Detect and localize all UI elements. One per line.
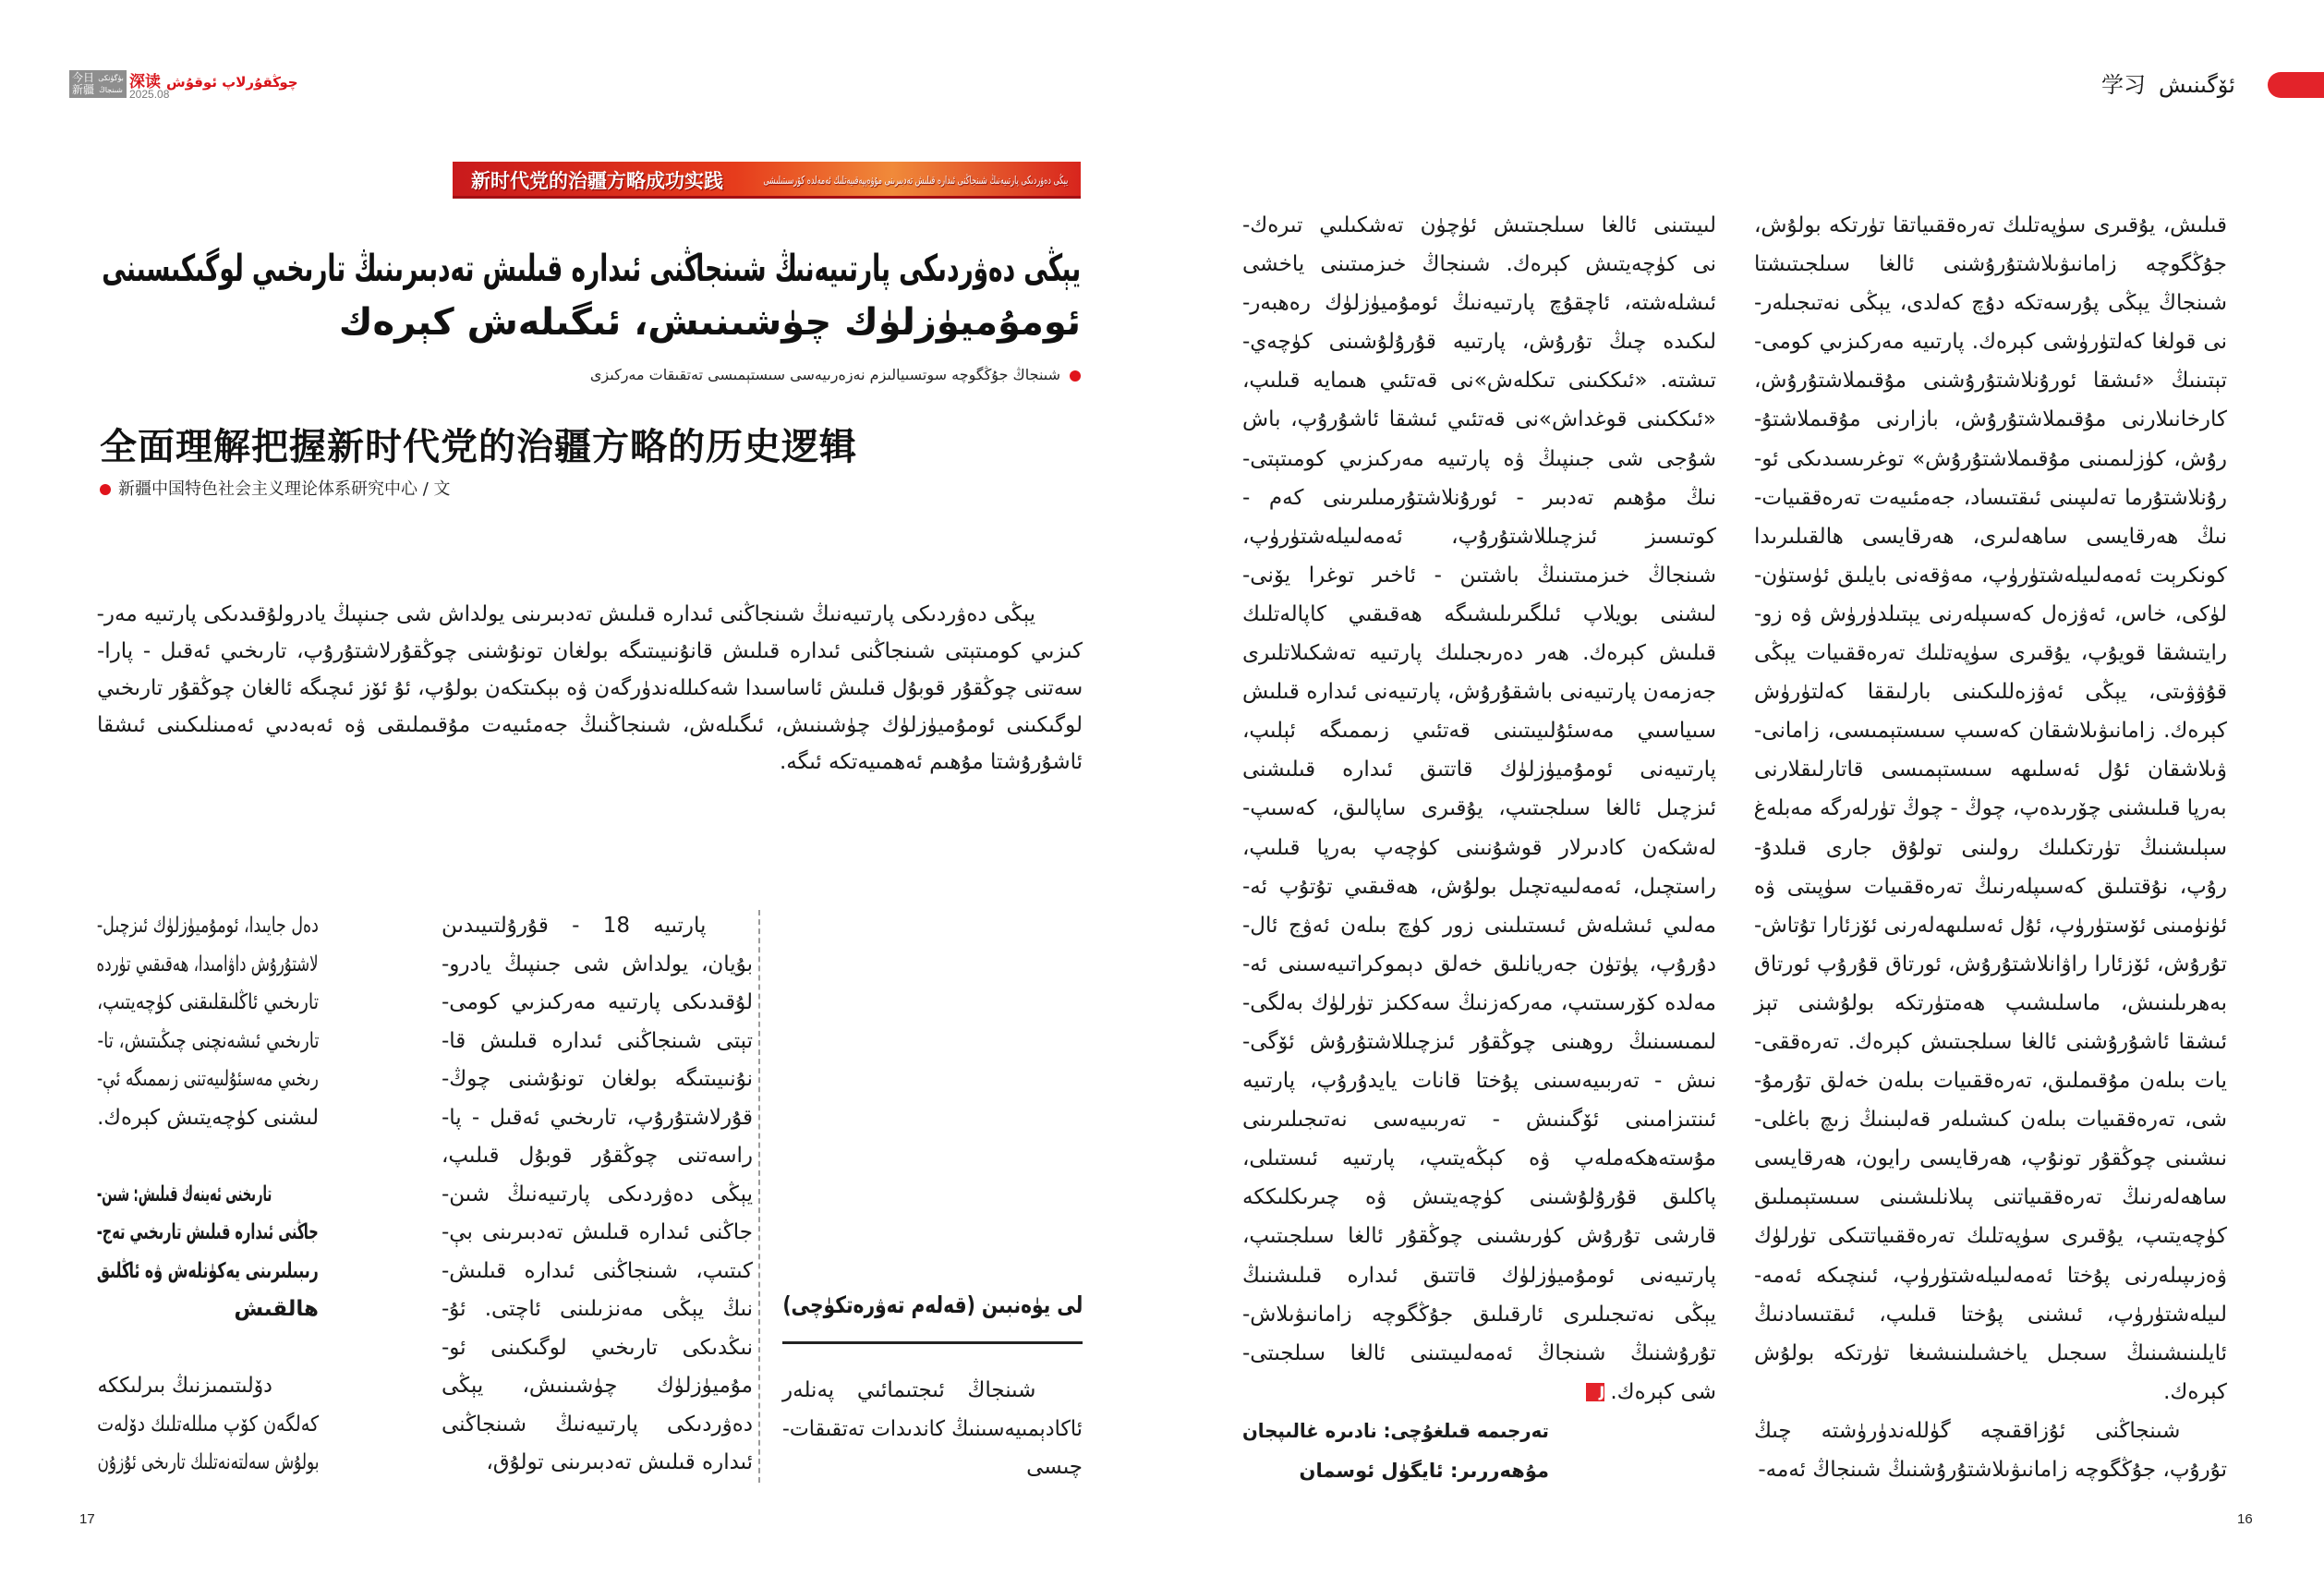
text-line bbox=[97, 1444, 319, 1483]
text-line: جاڭنى ئىدارە قىلىش تەدبىرىنى بې- bbox=[442, 1220, 753, 1244]
text-run: دەل جايىدا، ئومۇميۈزلۈك ئىزچىل- bbox=[96, 914, 319, 938]
text-line: شۇجى شى جىنپىڭ ۋە پارتىيە مەركىزىي كومىتېتى- bbox=[1242, 446, 1716, 471]
section-color-tab bbox=[2268, 72, 2324, 98]
text-line bbox=[97, 907, 319, 946]
text-line: كىتىپ، شىنجاڭنى ئىدارە قىلىش- bbox=[442, 1258, 753, 1283]
text-line: ئىنتىزامىنى ئۆگىنىش - تەربىيەسى نەتىجىلىرىنى bbox=[1242, 1108, 1716, 1133]
section-header-right bbox=[2101, 67, 2235, 99]
bullet-dot-icon bbox=[1070, 370, 1081, 382]
banner-ug bbox=[763, 174, 1068, 187]
logo-ug-text: بۈگۈنكى شىنجاڭ bbox=[98, 74, 124, 94]
text-run: يېڭى دەۋردىكى پارتىيەنىڭ شىنجاڭنى ئىدارە قىلىش تەدبىرىنىڭ تارىخىي لوگىكىسىنى bbox=[102, 248, 1081, 290]
text-line: لىمىسىنىڭ روھىنى چوڭقۇر ئىزچىللاشتۇرۇش ئۆگى- bbox=[1242, 1029, 1716, 1054]
text-line: دەۋردىكى پارتىيەنىڭ شىنجاڭنى bbox=[442, 1412, 753, 1436]
text-line: شى، تەرەققىيات بىلەن كىشىلەر قەلبىنىڭ زىچ باغلى- bbox=[1754, 1108, 2227, 1133]
text-line: نىڭ يېڭى مەنزىلىنى ئاچتى. ئۇ- bbox=[442, 1297, 753, 1321]
text-line bbox=[97, 1367, 319, 1406]
byline-ug bbox=[590, 366, 1081, 383]
text-line bbox=[97, 596, 1083, 633]
author-bio bbox=[782, 1372, 1083, 1487]
text-line: جۇڭگوچە زامانىۋىلاشتۇرۇشنى ئالغا سىلجىتىشتا bbox=[1754, 252, 2227, 277]
text-run: بولۇش سەلتەنەتلىك تارىخى ئۇزۇن bbox=[97, 1450, 319, 1474]
text-line: تۇرۇپ، جۇڭگوچە زامانىۋىلاشتۇرۇشنىڭ شىنجاڭ ئەمە- bbox=[1758, 1458, 2227, 1482]
text-line: يېڭى دەۋردىكى پارتىيەنىڭ شىن- bbox=[442, 1182, 753, 1206]
text-line: رايتىشقا قويۇپ، يۇقىرى سۈپەتلىك تەرەققىيات يېڭى bbox=[1754, 641, 2227, 666]
text-run: لى يۈەنبىن (قەلەم تەۋرەتكۈچى) bbox=[782, 1291, 1083, 1318]
text-line: نىڭدىكى تارىخىي لوگىكىنى ئو- bbox=[442, 1335, 753, 1360]
text-line: لىيىتىنى ئالغا سىلجىتىش ئۈچۈن تەشكىلىي تىرەك- bbox=[1242, 213, 1716, 237]
text-line: ۋەزىپىلەرنى پۇختا ئەمەلىيلەشتۈرۈپ، ئىنچىكە ئەمە- bbox=[1754, 1263, 2227, 1288]
text-line: شىنجاڭ خىزمىتىنىڭ باشتىن - ئاخىر توغرا يۆنى- bbox=[1242, 563, 1716, 588]
text-line bbox=[1754, 906, 2227, 945]
text-line: پاكلىق قۇرۇلۇشىنى كۈچەيتىش ۋە چىرىكلىككە bbox=[1242, 1185, 1716, 1210]
text-line: نىشىنى چوڭقۇر تونۇپ، ھەرقايسى رايون، ھەرقايسى bbox=[1754, 1146, 2227, 1171]
text-line: تېتى شىنجاڭنى ئىدارە قىلىش قا- bbox=[442, 1028, 753, 1053]
text-line: مۇميۈزلۈك چۈشىنىش، يېڭى bbox=[442, 1374, 753, 1398]
text-line: قىلىش كېرەك. ھەر دەرىجىلىك پارتىيە تەشكىلاتلىرى bbox=[1242, 641, 1716, 666]
text-line: تېتىنىڭ «ئىشقا ئورۇنلاشتۇرۇشنى مۇقىملاشتۇرۇش، bbox=[1754, 369, 2227, 394]
text-line: لىكىدە چىڭ تۇرۇش، پارتىيە قۇرۇلۇشىنى كۈچەي- bbox=[1242, 330, 1716, 355]
text-line: پارتىيە 18 - قۇرۇلتىيىدىن bbox=[442, 914, 707, 938]
text-run: لىشنى كۈچەيتىش كېرەك. bbox=[96, 1105, 319, 1130]
text-line bbox=[97, 1023, 319, 1061]
text-line: بەھرىلىنىش، ماسلىشىپ ھەمتۈرتكە بولۇشنى تېز bbox=[1754, 990, 2227, 1015]
text-run: كەلگەن كۆپ مىللەتلىك دۆلەت bbox=[97, 1412, 319, 1436]
title-ug-line: ئومۇميۈزلۈك چۈشىنىش، ئىگىلەش كېرەك bbox=[338, 301, 1081, 344]
text-line: كۈچەيتىپ، يۇقىرى سۈپەتلىك تەرەققىياتتىكى تۈرلۈك bbox=[1754, 1224, 2227, 1249]
column-a bbox=[97, 907, 319, 1483]
text-line: لىيلەشتۈرۈپ، ئىشنى پۇختا قىلىپ، ئىقتىسادنىڭ bbox=[1754, 1302, 2227, 1327]
text-line: راستچىل، ئەمەلىيەتچىل بولۇش، ھەقىقىي تۇتۇپ ئە- bbox=[1242, 874, 1716, 899]
text-line: كونكرېت ئەمەلىيلەشتۈرۈپ، مەۋقەنى بايلىق ئۈستۈن- bbox=[1754, 563, 2227, 588]
text-line: سىياسىي مەسئۇلىيىتىنى قەتئىي زىممىگە ئېلىپ، bbox=[1242, 719, 1716, 744]
column-divider bbox=[758, 910, 760, 1483]
text-line bbox=[97, 946, 319, 985]
text-run: جاڭنى ئىدارە قىلىش تارىخىي تەج- bbox=[96, 1220, 319, 1244]
column-b bbox=[442, 907, 753, 1483]
text-line: پارتىيەنى ئومۇميۈزلۈك قاتتىق ئىدارە قىلىشنىڭ bbox=[1242, 1263, 1716, 1288]
text-line: نىڭ ھەرقايسى ساھەلىرى، ھەرقايسى ھالقىلىرىدا bbox=[1754, 524, 2227, 549]
text-line: شىنجاڭ يېڭى پۇرسەتكە دۇچ كەلدى، يېڭى نەتىجىلەر- bbox=[1754, 291, 2227, 316]
text-run: ئۈنۈمىنى ئۆستۈرۈپ، ئۇل ئەسلىھەلەرنى ئۆزئارا تۇتاش- bbox=[1753, 913, 2227, 938]
section-ug: چوڭقۇرلاپ ئوقۇش bbox=[166, 74, 298, 91]
text-line: نۇنىيىتىگە بولغان تونۇشنى چوڭ- bbox=[442, 1067, 753, 1091]
text-line: نىڭ مۇھىم تەدبىر - ئورۇنلاشتۇرمىلىرىنى كەم - bbox=[1242, 485, 1716, 510]
text-line: شى كېرەك.J bbox=[1242, 1373, 1716, 1412]
section-cn-right: 学习 bbox=[2101, 72, 2146, 98]
text-line: ئىشقا ئاشۇرۇشنى ئالغا سىلجىتىش كېرەك. تەرەققى- bbox=[1754, 1029, 2227, 1054]
byline-ug-text: شىنجاڭ جۇڭگوچە سوتسىيالىزم نەزەرىيەسى سىستېمىسى تەتقىقات مەركىزى bbox=[589, 366, 1060, 383]
text-line: جەزمەن پارتىيەنى باشقۇرۇش، پارتىيەنى ئىدارە قىلىش bbox=[1242, 680, 1716, 705]
section-cn: 深读 bbox=[129, 73, 161, 91]
text-line: قارشى تۇرۇش كۈرىشىنى چوڭقۇر ئالغا سىلجىتىپ، bbox=[1242, 1224, 1716, 1249]
text-line bbox=[97, 1099, 319, 1138]
article-title-cn: 全面理解把握新时代党的治疆方略的历史逻辑 bbox=[100, 426, 857, 468]
text-line: كېرەك. bbox=[2163, 1379, 2227, 1404]
text-line bbox=[782, 1411, 1083, 1449]
text-line: چىسى bbox=[1026, 1455, 1083, 1479]
text-run: تارىخىي ئىشەنچنى چىڭىتىش، تا- bbox=[96, 1028, 319, 1053]
text-line: مەلىي ئىشلەش ئىستىلىنى زور كۈچ بىلەن ئەۋج ئال- bbox=[1242, 913, 1716, 938]
text-line bbox=[97, 1137, 319, 1176]
text-line: ئايلىنىشىنىڭ سىجىل ياخشىلىنىشىغا تۈرتكە بولۇش bbox=[1754, 1340, 2227, 1365]
text-line: تۇرۇشنىڭ شىنجاڭ ئەمەلىيىتىنى ئالغا سىلجىتى- bbox=[1242, 1340, 1716, 1365]
column-d bbox=[1242, 206, 1716, 1412]
text-line: راسەتنى چوڭقۇر قوبۇل قىلىپ، bbox=[442, 1144, 753, 1168]
magazine-logo bbox=[69, 70, 127, 98]
banner-cn: 新时代党的治疆方略成功实践 bbox=[471, 170, 723, 192]
translator-credit bbox=[1242, 1412, 1549, 1451]
text-line: رۇپ، نۇقتىلىق كەسىپلەرنىڭ تەرەققىيات سۈپىتى ۋە bbox=[1754, 874, 2227, 899]
page-number-left: 17 bbox=[79, 1511, 95, 1527]
text-run: تارىخنى ئەينەك قىلىش: شىن- bbox=[96, 1182, 272, 1206]
text-run: تارىخىي ئاڭلىقلىقنى كۈچەيتىپ، bbox=[96, 990, 319, 1014]
text-line: قۇرلاشتۇرۇپ، تارىخىي ئەقىل - پا- bbox=[442, 1105, 753, 1130]
text-line: ئىدارە قىلىش تەدبىرىنى تولۇق، bbox=[486, 1450, 753, 1474]
text-line: لۇقىدىكى پارتىيە مەركىزىي كومى- bbox=[442, 990, 753, 1014]
text-run: يېڭى دەۋردىكى پارتىيەنىڭ شىنجاڭنى ئىدارە قىلىش تەدبىرىنى يولداش شى جىنپىڭ يادرولۇقىدىكى پارتىيە مەر- bbox=[96, 602, 1036, 626]
text-run: تەرجىمە قىلغۇچى: نادىرە غالىپجان bbox=[1242, 1420, 1549, 1442]
text-line bbox=[97, 1176, 319, 1215]
text-line bbox=[97, 1253, 319, 1291]
text-line: كوتىسىز ئىزچىللاشتۇرۇپ، ئەمەلىيلەشتۈرۈپ، bbox=[1242, 524, 1716, 549]
text-line: نى قولغا كەلتۈرۈشى كېرەك. پارتىيە مەركىزىي كومى- bbox=[1754, 330, 2227, 355]
text-run: رىخىي مەسئۇلىيەتنى زىممىگە ئې- bbox=[96, 1067, 319, 1091]
logo-cn-text: 今日新疆 bbox=[71, 71, 94, 96]
text-run: رىبىلىرىنى يەكۈنلەش ۋە ئاڭلىق bbox=[97, 1258, 319, 1283]
text-line: ئىشلەشتە، ئاچقۇچ پارتىيەنىڭ ئومۇميۈزلۈك رەھبەر- bbox=[1242, 291, 1716, 316]
intro-paragraph bbox=[97, 596, 1083, 781]
section-ug-right: ئۆگىنىش bbox=[2159, 72, 2235, 98]
text-run: بەرپا قىلىشنى چۆرىدەپ، چوڭ - چوڭ تۈرلەرگە مەبلەغ bbox=[1753, 796, 2227, 821]
page-number-right: 16 bbox=[2237, 1511, 2253, 1527]
text-line: يېڭى نەتىجىلىرى ئارقىلىق جۇڭگوچە زامانىۋىلاش- bbox=[1242, 1302, 1716, 1327]
text-line bbox=[97, 984, 319, 1023]
topic-banner bbox=[453, 162, 1081, 199]
text-line: شىنجاڭ ئىجتىمائىي پەنلەر bbox=[782, 1378, 1036, 1402]
text-line: يات بىلەن مۇقىملىق، تەرەققىيات بىلەن خەلق تۇرمۇ- bbox=[1754, 1069, 2227, 1094]
text-run: دۆلىتىمىزنىڭ بىرلىككە bbox=[96, 1374, 272, 1398]
text-line: لەشكەن كادىرلار قوشۇنىنى كۈچەپ بەرپا قىلىپ، bbox=[1242, 835, 1716, 860]
text-line: «ئىككىنى قوغداش»نى قەتئىي ئىشقا ئاشۇرۇپ، باش bbox=[1242, 407, 1716, 432]
text-line: دۇرۇپ، پۈتۈن جەريانلىق خەلق دېموكراتىيەسىنى ئە- bbox=[1242, 952, 1716, 976]
text-line: ۋىلاشقان ئۇل ئەسلىھە سىستېمىسى قاتارلىقلارنى bbox=[1754, 758, 2227, 782]
text-run: لاشتۇرۇش داۋامىدا، ھەقىقىي تۈردە bbox=[96, 952, 319, 976]
text-line: نىش - تەربىيەسىنى پۇختا قانات يايدۇرۇپ، پارتىيە bbox=[1242, 1069, 1716, 1094]
text-run: سەتنى چوڭقۇر قوبۇل قىلىش ئاساسىدا شەكىللەندۈرگەن ۋە بېكىتكەن بولۇپ، ئۇ ئۆز ئىچىگە ئالغان چوڭقۇر تارىخىي bbox=[96, 676, 1083, 700]
text-line bbox=[97, 670, 1083, 707]
text-line: قىلىش، يۇقىرى سۈپەتلىك تەرەققىياتقا تۈرتكە بولۇش، bbox=[1754, 213, 2227, 237]
text-line: تىشتە. «ئىككىنى تىكلەش»نى قەتئىي ھىمايە قىلىپ، bbox=[1242, 369, 1716, 394]
text-line: سېلىشنىڭ تۈرتكىلىك رولىنى تولۇق جارى قىلدۇ- bbox=[1754, 835, 2227, 860]
text-line: رۇش، كۈزلىمىنى مۇقىملاشتۇرۇش» توغرىسىدىكى ئو- bbox=[1754, 446, 2227, 471]
text-line: ھالقىش bbox=[234, 1297, 319, 1321]
text-line: كېرەك. زامانىۋىلاشقان كەسىپ سىستېمىسى، زامانى- bbox=[1754, 719, 2227, 744]
editor-credit: مۇھەررىر: ئايگۈل ئوسمان bbox=[1299, 1460, 1549, 1482]
text-line: لىشنى بويلاپ ئىلگىرىلىشىگە ھەقىقىي كاپالەتلىك bbox=[1242, 601, 1716, 626]
issue-date: 2025.08 bbox=[129, 88, 170, 101]
text-line bbox=[97, 1061, 319, 1099]
text-line: لوگىكىنى ئومۇميۈزلۈك چۈشىنىش، ئىگىلەش، شىنجاڭنىڭ جەمئىيەت مۇقىملىقى ۋە ئەبەدىي ئەمىنلىكىنى ئىشقا bbox=[97, 713, 1083, 737]
text-line: بۇيان، يولداش شى جىنپىڭ يادرو- bbox=[442, 952, 753, 976]
text-line bbox=[97, 1214, 319, 1253]
text-line: پارتىيەنى ئومۇميۈزلۈك قاتتىق ئىدارە قىلىشنى bbox=[1242, 758, 1716, 782]
text-line: كىزىي كومىتېتى شىنجاڭنى ئىدارە قىلىش قانۇنىيىتىگە بولغان تونۇشنى چوڭقۇرلاشتۇرۇپ، تارىخىي ئەقىل - پارا- bbox=[97, 639, 1083, 663]
text-line bbox=[97, 1406, 319, 1445]
author-rule bbox=[782, 1341, 1083, 1344]
text-line: كارخانىلارنى مۇقىملاشتۇرۇش، بازارنى مۇقىملاشتۇ- bbox=[1754, 407, 2227, 432]
author-name bbox=[782, 1291, 1083, 1318]
column-e bbox=[1754, 206, 2227, 1489]
byline-cn bbox=[100, 476, 451, 500]
text-line: ساھەلەرنىڭ تەرەققىياتنى پىلانلىشىنى سىستېمىلىق bbox=[1754, 1185, 2227, 1210]
text-line: مۇستەھكەملەپ ۋە كېڭەيتىپ، پارتىيە ئىستىلى، bbox=[1242, 1146, 1716, 1171]
text-line: نى كۈچەيتىش كېرەك. شىنجاڭ خىزمىتىنى ياخشى bbox=[1242, 252, 1716, 277]
title-ug-line bbox=[102, 242, 1081, 296]
text-line bbox=[97, 1329, 319, 1368]
text-line: ئىزچىل ئالغا سىلجىتىپ، يۇقىرى ساپالىق، كەسىپ- bbox=[1242, 796, 1716, 821]
text-line: رۇنلاشتۇرما تەلىپىنى ئىقتىساد، جەمئىيەت تەرەققىيات- bbox=[1754, 485, 2227, 510]
text-line: شىنجاڭنى ئۇزاققىچە گۈللەندۈرۈشتە چىڭ bbox=[1754, 1418, 2181, 1443]
text-run: ئاكادېمىيەسىنىڭ كاندىدات تەتقىقات- bbox=[782, 1416, 1083, 1441]
text-line: ئاشۇرۇشتا مۇھىم ئەھمىيەتكە ئىگە. bbox=[780, 750, 1083, 774]
article-title-ug bbox=[102, 242, 1081, 349]
end-mark-icon: J bbox=[1586, 1383, 1604, 1401]
byline-cn-text: 新疆中国特色社会主义理论体系研究中心 / 文 bbox=[118, 479, 451, 499]
text-run: يېڭى دەۋردىكى پارتىيەنىڭ شىنجاڭنى ئىدارە قىلىش تەدبىرىنى مۇۋەپپەقىيەتلىك ئەمەلدە كۆرسىتىلىشى bbox=[762, 174, 1068, 187]
text-line: قۇۋۋىتى، يېڭى ئەۋزەللىكىنى بارلىققا كەلتۈرۈش bbox=[1754, 680, 2227, 705]
credits bbox=[1242, 1412, 1549, 1491]
text-line: لۈكى، خاس، ئەۋزەل كەسىپلەرنى يېتىلدۈرۈش ۋە زو- bbox=[1754, 601, 2227, 626]
text-line: تۇرۇش، ئۆزئارا راۋانلاشتۇرۇش، ئورتاق قۇرۇپ ئورتاق bbox=[1754, 952, 2227, 976]
text-line bbox=[1754, 789, 2227, 828]
bullet-dot-icon bbox=[100, 484, 111, 495]
text-line: مەلدە كۆرسىتىپ، مەركەزنىڭ سەككىز تۈرلۈك بەلگى- bbox=[1242, 990, 1716, 1015]
